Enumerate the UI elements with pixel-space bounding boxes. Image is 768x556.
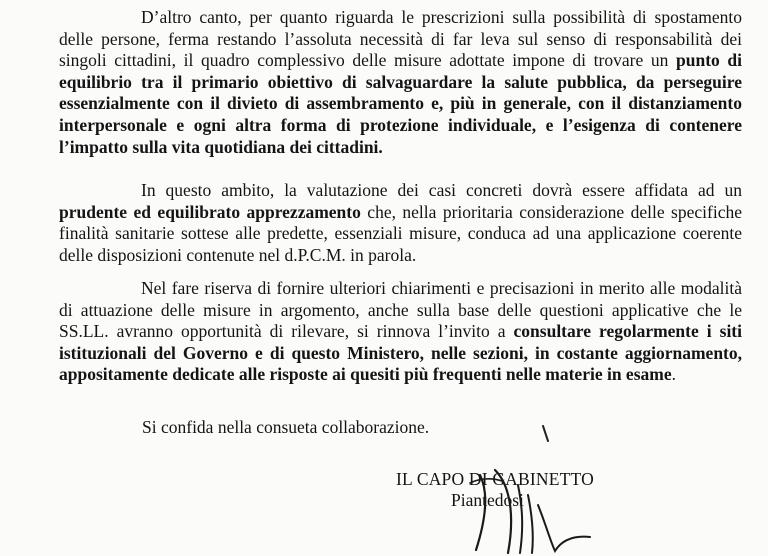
paragraph-3-segment: consultare regolarmente i siti istituzionali del Governo e di questo Ministero, nelle sezioni, in costante aggiornamento, appositamente dedicate alle risposte ai quesiti più frequenti nelle materie in esame — [59, 321, 742, 385]
handwritten-signature — [420, 455, 620, 555]
closing-line: Si confida nella consueta collaborazione. — [142, 417, 430, 437]
paragraph-2-segment: In questo ambito, la valutazione dei casi concreti dovrà essere affidata ad un — [141, 180, 742, 200]
paragraph-1 — [59, 7, 742, 158]
paragraph-1-segment: punto di equilibrio tra il primario obiettivo di salvaguardare la salute pubblica, da perseguire essenzialmente con il divieto di assembramento e, più in generale, con il distanziamento interpersonale e ogni altra forma di protezione individuale, e l’esigenza di contenere l’impatto sulla vita quotidiana dei cittadini. — [59, 50, 743, 157]
paragraph-2 — [59, 180, 742, 266]
paragraph-1-segment: D’altro canto, per quanto riguarda le prescrizioni sulla possibilità di spostamento delle persone, ferma restando l’assoluta necessità di far leva sul senso di responsabilità dei singoli cittadini, il quadro complessivo delle misure adottate impone di trovare un — [59, 7, 742, 71]
paragraph-3-segment: . — [671, 364, 676, 385]
paragraph-2-segment: prudente ed equilibrato apprezzamento — [59, 201, 361, 222]
signature-title: IL CAPO DI GABINETTO — [396, 469, 594, 489]
signature-name: Piantedosi — [451, 490, 524, 510]
paragraph-3 — [59, 278, 742, 386]
pen-mark — [540, 425, 552, 443]
paragraph-3-segment: Nel fare riserva di fornire ulteriori chiarimenti e precisazioni in merito alle modalità di attuazione delle misure in argomento, anche sulla base delle questioni applicative che le SS.LL. avranno opportunità di rilevare, si rinnova l’invito a — [59, 278, 742, 342]
paragraph-2-segment: che, nella prioritaria considerazione delle specifiche finalità sanitarie sottese alle predette, essenziali misure, conduca ad una applicazione coerente delle disposizioni contenute nel d.P.C.M. in parola. — [59, 201, 742, 265]
